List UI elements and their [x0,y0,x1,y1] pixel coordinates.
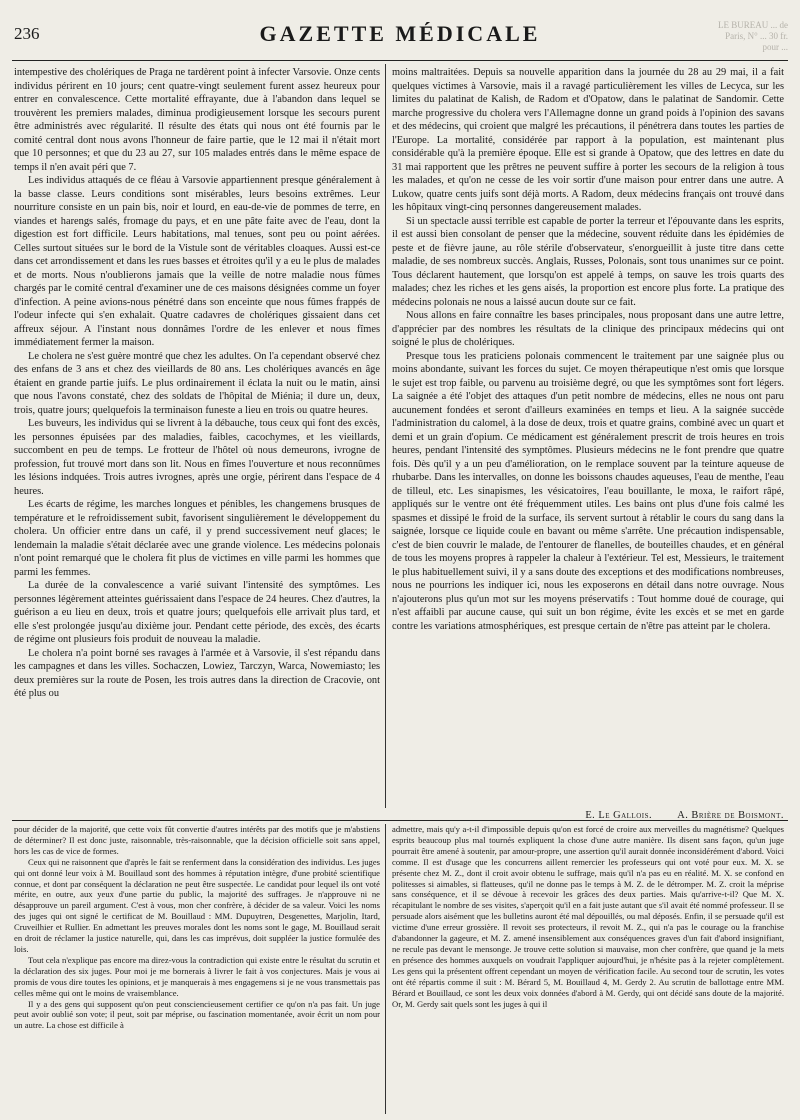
paragraph: Le cholera n'a point borné ses ravages à l'armée et à Varsovie, il s'est répandu dans les campagnes et dans les villes. Sochaczen, Lowiez, Tarczyn, Warca, Nowemiasto; les deux premières sur la route de Posen, les trois autres dans la direction de Cracovie, ont été plus ou [14,647,380,699]
paragraph: moins maltraitées. Depuis sa nouvelle apparition dans la journée du 28 au 29 mai, il a fait quelques victimes à Varsovie, mais il a ravagé particulièrement les villes de Lecyca, sur les limites du palatinat de Kalish, de Radom et d'Opatow, dans le palatinat de Sandomir. Cette marche progressive du cholera vers l'Allemagne donne un grand poids à l'opinion des savans et des médecins, qui croient que malgré les précautions, il pénétrera dans toutes les parties de l'Europe. La mortalité, considérée par rapport à la population, est maintenant plus considérable qu'à la première époque. Elle est si grande à Opatow, que des lettres en date du 31 mai rapportent que les prêtres ne peuvent suffire à porter les secours de la religion à tous les malades, et qu'on ne cesse de les voir sortir d'une maison pour entrer dans une autre. A Lukow, quatre cents juifs sont déjà morts. A Radom, deux médecins français ont trouvé dans les hôpitaux vingt-cinq personnes dangereusement malades. [392,67,784,213]
top-column-divider [385,64,386,808]
paragraph: Nous allons en faire connaître les bases principales, nous proposant dans une autre lettre, d'apprécier par des nombres les résultats de la clinique des principaux médecins qui ont soigné le plus de cholériques. [392,310,784,348]
paragraph: admettre, mais qu'y a-t-il d'impossible depuis qu'on est forcé de croire aux merveilles du magnétisme? Quelques esprits beaucoup plus mal tournés expliquent la chose d'une autre manière. Ils disent sans façon, qu'un juge pourrait être amené à soutenir, par amour-propre, une assertion qu'il aurait donnée inconsidérément d'abord. Voici comme. Il est d'usage que les concurrens aillent remercier les professeurs qui ont voté pour eux. M. X. se présente chez M. Z., dont il croit avoir obtenu le suffrage, mais qu'il n'a pas eu en réalité. M. X. se confond en politesses si aimables, si flatteuses, qu'il ne donne pas le temps à M. Z. de le détromper. M. Z. croit la méprise sans conséquence, et il se dévoue à recevoir les grâces des deux parties. Mais qu'arrive-t-il? Que M. X. récapitulant le nombre de ses visites, s'aperçoit qu'il en a fait juste autant que s'il avait été nommé professeur. Il se persuade alors aisément que les bulletins auront été mal dépouillés, ou mal déposés. Enfin, il se persuade qu'il est victime d'une erreur grossière. Il revoit ses protecteurs, il revoit M. Z., qui n'a pas le courage ou la franchise d'abandonner la gageure, et M. Z. amené insensiblement aux conséquences graves d'un fait d'abord insignifiant, ne recule pas devant le mensonge. Je trouve cette solution si mauvaise, mon cher confrère, que quand je la mets en présence des hommes auxquels on voudrait l'appliquer aujourd'hui, je n'hésite pas à la rejeter complètement. Les gens qui la présentent offrent cependant un moyen de vérification facile. Au second tour de scrutin, les votes ont été répartis comme il suit : M. Bérard 5, M. Bouillaud 4, M. Gerdy 2. Au scrutin de ballottage entre MM. Bérard et Bouillaud, ce sont les deux voix données d'abord à M. Gerdy, qui ont décidé sans doute de la majorité. Or, M. Gerdy sait quels sont les juges à qui il [392,824,784,1009]
paragraph: Le cholera ne s'est guère montré que chez les adultes. On l'a cependant observé chez des enfans de 3 ans et chez des vieillards de 80 ans. Les cholériques avancés en âge étaient en grande partie juifs. Le plus ordinairement il éclata la nuit ou le matin, ainsi que nous l'avons constaté, chez des soldats de l'hôpital de Miénia; il dure un, deux, trois, quatre jours; quelquefois la terminaison funeste a lieu en trois ou quatre heures. [14,350,380,416]
paragraph: Tout cela n'explique pas encore ma direz-vous la contradiction qui existe entre le résultat du scrutin et la déclaration des six juges. Pour moi je me bornerais à livrer le fait à vos conjectures. Mais je vous ai promis de vous dire toutes les opinions, et je manquerais à mes engagemens si je ne vous transmettais pas celles même qui ont le moins de vraisemblance. [14,954,380,998]
paragraph: Si un spectacle aussi terrible est capable de porter la terreur et l'épouvante dans les esprits, il est aussi bien consolant de penser que la médecine, souvent réduite dans les épidémies de peste et de fièvre jaune, au rôle stérile d'observateur, s'enorgueillit à juste titre dans cette maladie, de ses nombreux succès. Anglais, Russes, Polonais, sont tous unanimes sur ce point. Tous déclarent hautement, que lorsqu'on est appelé à temps, on sauve les trois quarts des malades; chez les riches et les gens aisés, la proportion est encore plus forte. La pratique des médecins polonais ne nous a laissé aucun doute sur ce fait. [392,215,784,308]
paragraph: Les écarts de régime, les marches longues et pénibles, les changemens brusques de température et le refroidissement subit, favorisent singulièrement le développement du cholera. Un officier entre dans un café, il y prend successivement neuf glaces; le lendemain la maladie s'était déclarée avec une grande violence. Les médecins polonais n'ont point remarqué que le cholera fit plus de victimes en ville parmi les hommes que parmi les femmes. [14,499,380,578]
paragraph: Les buveurs, les individus qui se livrent à la débauche, tous ceux qui font des excès, les personnes épuisées par des maladies, faibles, cacochymes, et les vieillards, succombent en peu de temps. Le frotteur de l'hôtel où nous demeurons, ivrogne de profession, fut trouvé mort dans son lit. Nous en fîmes l'ouverture et nous reconnûmes les lésions indquées. Trois autres ivrognes, après une orgie, périrent dans l'espace de 4 heures. [14,418,380,497]
bottom-column-divider [385,824,386,1114]
paragraph: Il y a des gens qui supposent qu'on peut consciencieusement certifier ce qu'on n'a pas fait. Un juge peut avoir oublié son vote; il peut, soit par méprise, ou fascination momentanée, avoir écrit un nom pour un autre. La chose est difficile à [14,998,380,1031]
page-number: 236 [14,24,40,43]
paragraph: Presque tous les praticiens polonais commencent le traitement par une saignée plus ou moins abondante, suivant les forces du sujet. Ce moyen thérapeutique n'est omis que lorsque le sujet est trop faible, ou parvenu au troisième degré, ou que les symptômes sont fort légers. La saignée a été l'objet des attaques d'un petit nombre de médecins, elles ne nous ont paru aucunement fondées et seront d'ailleurs examinées en temps et lieu. A la saignée succède l'administration du calomel, à la dose de deux, trois et quatre grains, combiné avec un quart et demi et un grain d'opium. Ce médicament est généralement prescrit de trois heures en trois heures, pendant l'intensité des symptômes. Plusieurs médecins ne le font prendre que quatre fois. Dès qu'il y a un peu d'amélioration, on le remplace souvent par la teinture aqueuse de rhubarbe. Dans les intervalles, on donne les boissons chaudes aqueuses, l'eau de menthe, l'eau de tilleul, etc. Les sinapismes, les vésicatoires, l'eau bouillante, le moxa, le raifort râpé, appliqués sur le ventre ont été fréquemment utiles. Les bains ont plus d'une fois calmé les spasmes et dissipé le froid de la surface, ils servent surtout à rétablir le cours du sang dans la saignée, lorsque ce liquide coule en bavant ou même s'arrête. Une précaution indispensable, c'est de bien couvrir le malade, de l'entourer de flanelles, de bouteilles chaudes, et en général de tous les moyens propres à rappeler la chaleur à l'extérieur. Tel est, Messieurs, le traitement le plus habituellement suivi, il y a sans doute des exceptions et des modifications nombreuses, nous ne pourrions les indiquer ici, nous les exposerons en détail dans notre ouvrage. Nous n'ajouterons plus qu'un mot sur les moyens préservatifs : Tout homme doué de courage, qui n'est affaibli par aucune cause, qui suit un bon régime, évite les excès et se met en garde contre les variations atmosphériques, est presque certain de n'être pas atteint par le cholera. [392,350,784,632]
section-rule [12,820,788,821]
paragraph: intempestive des cholériques de Praga ne tardèrent point à infecter Varsovie. Onze cents individus périrent en 10 jours; cent quatre-vingt seulement furent assez heureux pour entrer en convalescence. Cette mortalité effrayante, due à l'abandon dans lequel se trouvèrent les premiers malades, diminua prodigieusement lorsque les secours purent être administrés avec régularité. Il résulte des états qui nous ont été fournis par le comité central dont nous avons l'honneur de faire partie, que le 12 mai il n'était mort que 10 personnes; et que du 23 au 27, sur 105 malades entrés dans le même espace de temps il n'en avait péri que 7. [14,67,380,173]
paragraph: Ceux qui ne raisonnent que d'après le fait se renferment dans la considération des individus. Les juges qui ont donné leur voix à M. Bouillaud sont des hommes à réputation intègre, d'une probité scientifique connue, et dont par conséquent la déclaration ne peut être suspectée. Le candidat pour lequel ils ont voté mérite, en outre, aux yeux d'une partie du public, la majorité des suffrages. Je n'approuve ni ne désapprouve un pareil argument. C'est à vous, mon cher confrère, à décider de sa valeur. Voici les noms des juges qui ont signé le certificat de M. Bouillaud : MM. Dupuytren, Desgenettes, Marjolin, Itard, Cruveilhier et Rullier. En admettant les preuves morales dont les noms sont le gage, M. Bouillaud serait en droit de réclamer la justice naturelle, qui, dans les cas imprévus, doit suppléer la justice formulée des lois. [14,856,380,954]
bleed-through-text: LE BUREAU ... de Paris, N° ... 30 fr. pour ... [718,20,788,52]
bottom-right-column [392,824,784,1114]
top-left-column [14,66,380,810]
paragraph: Les individus attaqués de ce fléau à Varsovie appartiennent presque généralement à la basse classe. Leurs conditions sont misérables, leurs besoins extrêmes. Leur nourriture consiste en un pain bis, noir et lourd, en eau-de-vie de pommes de terre, en viandes et harengs salés, fromage du pays, et en une pâte faite avec de l'eau, dont la digestion est fort difficile. Leurs habitations, mal tenues, sont peu ou point aérées. Celles surtout situées sur le bord de la Vistule sont de véritables cloaques. Aussi est-ce dans cet arrondissement et dans les rues basses et étroites qu'il y a eu le plus de malades et de morts. Nous n'oublierons jamais que la veille de notre maladie nous fûmes chargés par le comité central d'examiner une de ces maisons désignées comme un foyer d'infection. A peine avions-nous pénétré dans son enceinte que nous fûmes frappés de l'odeur infecte qui s'en exhalait. Quatre cadavres de cholériques gissaient dans cet affreux séjour. A l'instant nous donnâmes l'ordre de les enlever et nous fîmes immédiatement fermer la maison. [14,175,380,348]
paragraph: pour décider de la majorité, que cette voix fût convertie d'autres intérêts par des motifs que je m'abstiens de déterminer? Il est donc juste, raisonnable, très-raisonnable, que la décision officielle soit sans appel, hors les cas de vice de formes. [14,824,380,856]
header-rule [12,60,788,61]
bottom-left-column [14,824,380,1114]
page-header [12,20,788,52]
journal-title: GAZETTE MÉDICALE [259,21,541,46]
author-briere-de-boismont: A. Brière de Boismont. [677,810,784,821]
author-le-gallois: E. Le Gallois. [585,810,653,821]
paragraph: La durée de la convalescence a varié suivant l'intensité des symptômes. Les personnes légèrement atteintes guérissaient dans l'espace de 24 heures. Chez d'autres, la guérison a eu lieu en deux, trois et quatre jours; quelquefois elle arrivait plus tard, et elle s'est prolongée jusqu'au dixième jour. Pendant cette période, des excès, des écarts de régime ont plusieurs fois produit de nouveau la maladie. [14,580,380,645]
top-right-column [392,66,784,810]
